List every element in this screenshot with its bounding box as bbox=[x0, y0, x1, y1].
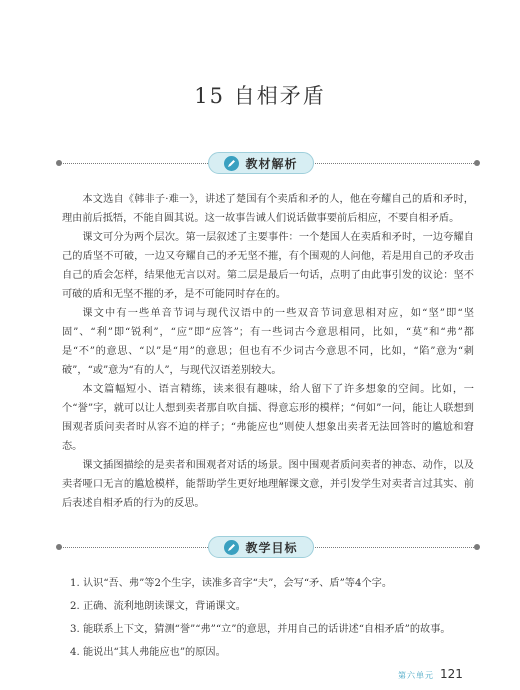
pencil-circle-icon bbox=[224, 540, 239, 555]
paragraph: 本文篇幅短小、语言精练，读来很有趣味，给人留下了许多想象的空间。比如，一个“誉”字，就可以让人想到卖者那自吹自擂、得意忘形的模样；“何如”一问，能让人联想到围观者质问卖者时从容不迫的样子；“弗能应也”则使人想象出卖者无法回答时的尴尬和窘态。 bbox=[62, 384, 474, 452]
page-footer bbox=[398, 667, 463, 681]
lesson-title: 15 自相矛盾 bbox=[194, 84, 326, 108]
page-number: 121 bbox=[440, 667, 463, 681]
list-item: 4. 能说出“其人弗能应也”的原因。 bbox=[70, 647, 226, 658]
paragraph: 课文插图描绘的是卖者和围观者对话的场景。图中围观者质问卖者的神态、动作，以及卖者哑口无言的尴尬模样，能帮助学生更好地理解课文意，并引发学生对卖者言过其实、前后表述自相矛盾的行为的反思。 bbox=[62, 460, 474, 509]
pencil-circle-icon bbox=[224, 156, 239, 171]
unit-label: 第六单元 bbox=[398, 671, 434, 680]
goals-list bbox=[70, 574, 474, 666]
list-item: 2. 正确、流利地朗读课文，背诵课文。 bbox=[70, 601, 246, 612]
paragraph: 本文选自《韩非子·难一》，讲述了楚国有个卖盾和矛的人，他在夸耀自己的盾和矛时，理由前后抵牾，不能自圆其说。这一故事告诫人们说话做事要前后相应，不要自相矛盾。 bbox=[62, 194, 474, 224]
section-label: 教材解析 bbox=[245, 156, 298, 171]
section-label: 教学目标 bbox=[245, 540, 298, 555]
analysis-body bbox=[62, 190, 474, 513]
list-item: 1. 认识“吾、弗”等2个生字，读准多音字“夫”，会写“矛、盾”等4个字。 bbox=[70, 578, 393, 589]
paragraph: 课文可分为两个层次。第一层叙述了主要事件：一个楚国人在卖盾和矛时，一边夸耀自己的盾坚不可破，一边又夸耀自己的矛无坚不摧，有个围观的人问他，若是用自己的矛攻击自己的盾会怎样，结果他无言以对。第二层是最后一句话，点明了由此事引发的议论：坚不可破的盾和无坚不摧的矛，是不可能同时存在的。 bbox=[62, 232, 474, 300]
section-header-analysis bbox=[58, 152, 478, 174]
section-header-goals bbox=[58, 536, 478, 558]
section-pill bbox=[208, 536, 314, 558]
list-item: 3. 能联系上下文，猜测“誉”“弗”“立”的意思，并用自己的话讲述“自相矛盾”的故事。 bbox=[70, 624, 451, 635]
paragraph: 课文中有一些单音节词与现代汉语中的一些双音节词意思相对应，如“坚”即“坚固”、“利”即“锐利”，“应”即“应答”；有一些词古今意思相同，比如，“莫”和“弗”都是“不”的意思、“以”是“用”的意思；但也有不少词古今意思不同，比如，“陷”意为“刺破”，“或”意为“有的人”，与现代汉语差别较大。 bbox=[62, 308, 474, 376]
section-pill bbox=[208, 152, 314, 174]
